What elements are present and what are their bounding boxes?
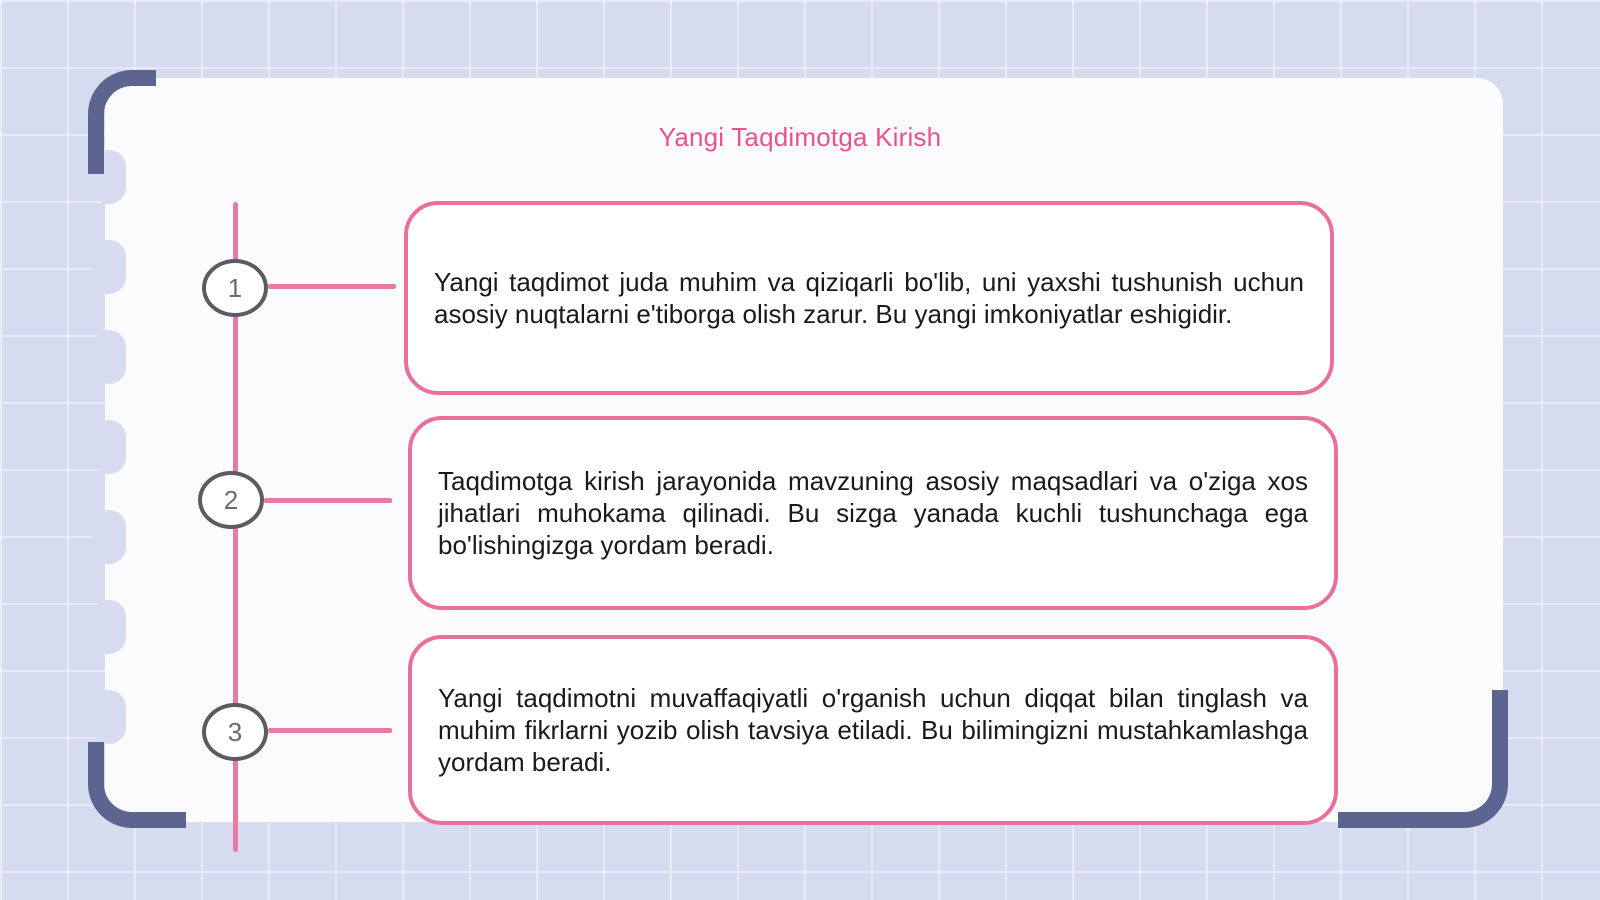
paper-notch xyxy=(92,690,126,744)
step-card xyxy=(408,416,1338,610)
step-number-badge: 3 xyxy=(202,703,268,761)
step-text: Yangi taqdimotni muvaffaqiyatli o'rganish uchun diqqat bilan tinglash va muhim fikrlarni yozib olish tavsiya etiladi. Bu bilimingizni mustahkamlashga yordam beradi. xyxy=(438,683,1308,777)
slide-title: Yangi Taqdimotga Kirish xyxy=(658,122,942,152)
paper-notch xyxy=(92,330,126,384)
timeline-connector xyxy=(264,498,392,503)
paper-notch xyxy=(92,420,126,474)
step-card xyxy=(408,635,1338,825)
step-number-badge: 1 xyxy=(202,259,268,317)
step-number-badge: 2 xyxy=(198,471,264,529)
timeline-connector xyxy=(268,728,392,733)
frame-corner-bottom-left xyxy=(88,742,186,828)
paper-notch xyxy=(92,600,126,654)
paper-notch xyxy=(92,240,126,294)
frame-corner-bottom-right xyxy=(1338,690,1508,828)
step-card xyxy=(404,201,1334,395)
step-text: Taqdimotga kirish jarayonida mavzuning asosiy maqsadlari va o'ziga xos jihatlari muhokama qilinadi. Bu sizga yanada kuchli tushunchaga ega bo'lishingizga yordam beradi. xyxy=(438,466,1308,560)
step-text: Yangi taqdimot juda muhim va qiziqarli bo'lib, uni yaxshi tushunish uchun asosiy nuqtalarni e'tiborga olish zarur. Bu yangi imkoniyatlar eshigidir. xyxy=(434,267,1304,329)
paper-notch xyxy=(92,510,126,564)
timeline-connector xyxy=(268,284,396,289)
frame-corner-top-left xyxy=(88,70,156,174)
